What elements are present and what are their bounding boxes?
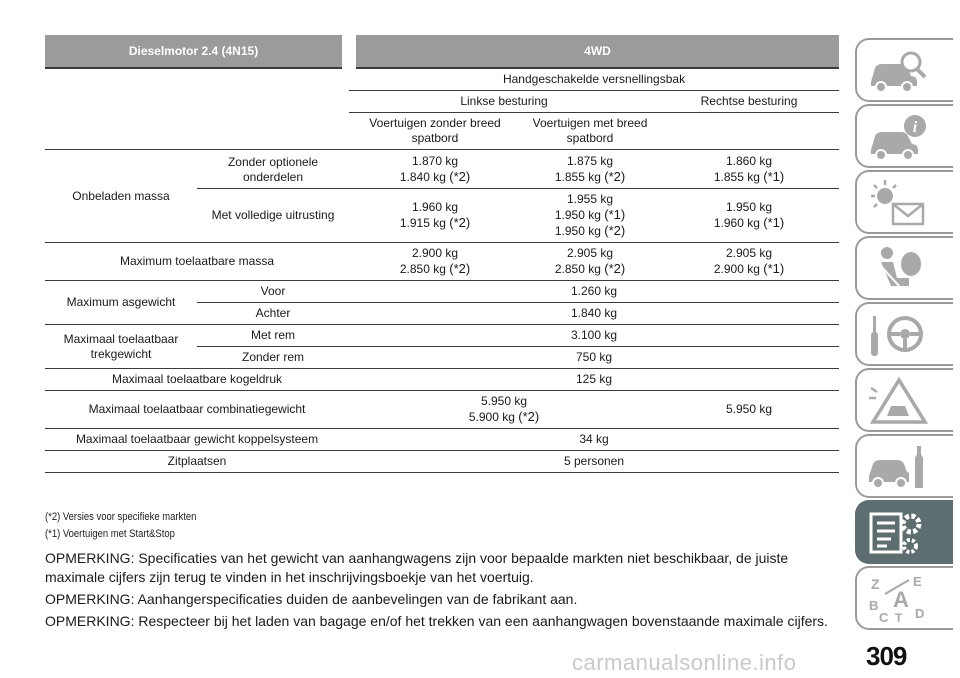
narrow-body-label: Voertuigen zonder breed spatbord bbox=[349, 113, 521, 150]
car-maintenance-icon bbox=[865, 442, 929, 492]
footnote-2: (*2) Versies voor specifieke markten bbox=[45, 511, 197, 523]
note-weights: OPMERKING: Specificaties van het gewicht van aanhangwagens zijn voor bepaalde markten niet beschikbaar, de juiste maximale cijfers zijn terug te vinden in het inschrijvingsboekje van het voertuig. bbox=[45, 550, 789, 585]
tab-car-search[interactable] bbox=[855, 38, 953, 102]
combined-rhd-value: 5.950 kg bbox=[659, 391, 839, 429]
svg-text:B: B bbox=[869, 598, 879, 613]
table-cell: 1.870 kg 1.840 kg (*2) bbox=[349, 150, 521, 189]
steering-wheel-key-icon bbox=[865, 310, 929, 360]
airbag-seat-icon bbox=[865, 244, 929, 294]
warning-lights-icon bbox=[865, 178, 929, 228]
svg-text:D: D bbox=[915, 606, 925, 621]
combined-label: Maximaal toelaatbaar combinatiegewicht bbox=[45, 391, 349, 429]
transmission-label: Handgeschakelde versnellingsbak bbox=[349, 68, 839, 91]
tow-braked-value: 3.100 kg bbox=[349, 325, 839, 347]
table-row bbox=[45, 113, 839, 150]
table-cell: 2.900 kg 2.850 kg (*2) bbox=[349, 243, 521, 281]
axle-front-value: 1.260 kg bbox=[349, 281, 839, 303]
axle-label: Maximum asgewicht bbox=[45, 281, 197, 325]
wide-body-label: Voertuigen met breed spatbord bbox=[521, 113, 659, 150]
without-options-label: Zonder optionele onderdelen bbox=[197, 150, 349, 189]
svg-text:A: A bbox=[893, 587, 909, 612]
table-row bbox=[45, 91, 839, 113]
alphabetical-index-icon bbox=[865, 574, 929, 624]
max-mass-label: Maximum toelaatbare massa bbox=[45, 243, 349, 281]
axle-rear-value: 1.840 kg bbox=[349, 303, 839, 325]
table-row bbox=[45, 325, 839, 347]
page-number: 309 bbox=[866, 641, 907, 671]
ball-label: Maximaal toelaatbare kogeldruk bbox=[45, 369, 349, 391]
seats-label: Zitplaatsen bbox=[45, 451, 349, 473]
unladen-label: Onbeladen massa bbox=[45, 150, 197, 243]
table-cell: 2.905 kg 2.900 kg (*1) bbox=[659, 243, 839, 281]
table-cell: 2.905 kg 2.850 kg (*2) bbox=[521, 243, 659, 281]
svg-text:C: C bbox=[879, 610, 889, 624]
technical-data-icon bbox=[865, 508, 929, 558]
table-row bbox=[45, 451, 839, 473]
tab-airbag-seat[interactable] bbox=[855, 236, 953, 300]
svg-text:Z: Z bbox=[871, 576, 880, 592]
ball-value: 125 kg bbox=[349, 369, 839, 391]
svg-text:i: i bbox=[912, 119, 918, 136]
tow-unbraked-value: 750 kg bbox=[349, 347, 839, 369]
watermark: carmanualsonline.info bbox=[572, 650, 797, 675]
tab-steering-key[interactable] bbox=[855, 302, 953, 366]
table-row bbox=[45, 150, 839, 189]
table-row bbox=[45, 243, 839, 281]
breakdown-warning-icon bbox=[865, 376, 929, 426]
weights-table bbox=[45, 35, 839, 473]
drive-type-header: 4WD bbox=[349, 35, 839, 68]
table-cell: 1.860 kg 1.855 kg (*1) bbox=[659, 150, 839, 189]
table-cell: 5.950 kg 5.900 kg (*2) bbox=[349, 391, 659, 429]
full-equipment-label: Met volledige uitrusting bbox=[197, 189, 349, 243]
notes bbox=[45, 549, 845, 634]
engine-header: Dieselmotor 2.4 (4N15) bbox=[45, 35, 349, 68]
tab-technical-data[interactable] bbox=[855, 500, 953, 564]
axle-front-label: Voor bbox=[197, 281, 349, 303]
chapter-tabs bbox=[855, 0, 960, 678]
table-cell: 1.955 kg 1.950 kg (*1) 1.950 kg (*2) bbox=[521, 189, 659, 243]
svg-text:T: T bbox=[895, 611, 903, 624]
table-header-row bbox=[45, 35, 839, 68]
tow-unbraked-label: Zonder rem bbox=[197, 347, 349, 369]
note-trailer: OPMERKING: Aanhangerspecificaties duiden de aanbevelingen van de fabrikant aan. bbox=[45, 591, 578, 607]
axle-rear-label: Achter bbox=[197, 303, 349, 325]
tow-braked-label: Met rem bbox=[197, 325, 349, 347]
table-row bbox=[45, 369, 839, 391]
table-row bbox=[45, 391, 839, 429]
tow-label: Maximaal toelaatbaar trekgewicht bbox=[45, 325, 197, 369]
car-info-icon bbox=[865, 112, 929, 162]
table-cell: 1.950 kg 1.960 kg (*1) bbox=[659, 189, 839, 243]
tab-car-info[interactable] bbox=[855, 104, 953, 168]
seats-value: 5 personen bbox=[349, 451, 839, 473]
tab-warning-lights[interactable] bbox=[855, 170, 953, 234]
lhd-label: Linkse besturing bbox=[349, 91, 659, 113]
rhd-label: Rechtse besturing bbox=[659, 91, 839, 113]
coupling-value: 34 kg bbox=[349, 429, 839, 451]
table-cell: 1.960 kg 1.915 kg (*2) bbox=[349, 189, 521, 243]
note-loading: OPMERKING: Respecteer bij het laden van bagage en/of het trekken van een aanhangwagen bovenstaande maximale cijfers. bbox=[45, 613, 828, 629]
coupling-label: Maximaal toelaatbaar gewicht koppelsysteem bbox=[45, 429, 349, 451]
tab-alphabetical-index[interactable] bbox=[855, 566, 953, 630]
svg-text:E: E bbox=[913, 574, 922, 589]
tab-breakdown[interactable] bbox=[855, 368, 953, 432]
table-row bbox=[45, 281, 839, 303]
table-cell: 1.875 kg 1.855 kg (*2) bbox=[521, 150, 659, 189]
tab-maintenance[interactable] bbox=[855, 434, 953, 498]
footnote-1: (*1) Voertuigen met Start&Stop bbox=[45, 528, 175, 540]
table-row bbox=[45, 429, 839, 451]
car-search-icon bbox=[865, 46, 929, 96]
table-row bbox=[45, 68, 839, 91]
